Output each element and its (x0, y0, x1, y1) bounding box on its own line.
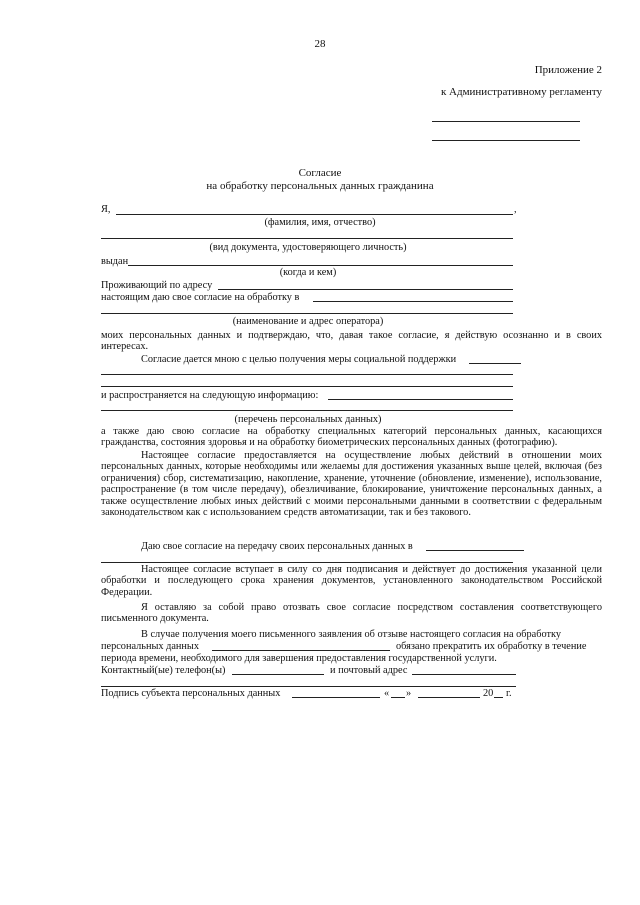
withdraw-line-2-left: персональных данных (101, 641, 200, 652)
operator-caption: (наименование и адрес оператора) (232, 316, 384, 327)
paragraph-actions: Настоящее согласие предоставляется на осуществление любых действий в отношении моих персональных данных, которые необходимы или желаемы для достижения указанных выше целей, включая (без ограничения) сбор, систематизацию, накопление, хранение, уточнение (обновление, изменение), использование, распространение (в том числе передачу), обезличивание, блокирование, уничтожение персональных данных, а также осуществление любых иных действий с моими персональными данными в соответствии с федеральным законодательством как с использованием средств автоматизации, так и без такового. (101, 450, 602, 519)
operator-line-2[interactable] (101, 313, 513, 314)
page-number: 28 (314, 38, 326, 50)
address-label: Проживающий по адресу (101, 280, 213, 291)
postal-label: и почтовый адрес (330, 665, 408, 676)
transfer-text: Даю свое согласие на передачу своих персональных данных в (141, 541, 413, 552)
month-line[interactable] (418, 697, 480, 698)
transfer-line-2[interactable] (101, 562, 513, 563)
list-caption: (перечень персональных данных) (234, 414, 382, 425)
purpose-text: Согласие дается мною с целью получения меры социальной поддержки (141, 354, 457, 365)
spreads-text: и распространяется на следующую информацию: (101, 390, 319, 401)
when-who-caption: (когда и кем) (279, 267, 337, 278)
day-line[interactable] (391, 697, 405, 698)
year-prefix: 20 (483, 688, 494, 699)
title-line-1: Согласие (298, 167, 342, 179)
info-line-2[interactable] (101, 410, 513, 411)
regulation-label: к Административному регламенту (440, 86, 602, 98)
fio-line[interactable] (116, 214, 513, 215)
consent-to-label: настоящим даю свое согласие на обработку в (101, 292, 300, 303)
info-line-1[interactable] (328, 399, 513, 400)
issued-line[interactable] (128, 265, 513, 266)
operator-line-1[interactable] (313, 301, 513, 302)
postal-line-2[interactable] (101, 686, 516, 687)
header-sign-line-1 (432, 121, 580, 122)
appendix-label: Приложение 2 (534, 64, 602, 76)
header-sign-line-2 (432, 140, 580, 141)
withdraw-line-3-text: периода времени, необходимого для завершения предоставления государственной услуги. (101, 653, 497, 664)
purpose-line-1[interactable] (469, 363, 521, 364)
i-prefix: Я, (101, 204, 111, 215)
date-quote-close: » (406, 688, 412, 699)
fio-comma: , (514, 204, 517, 215)
signature-label: Подпись субъекта персональных данных (101, 688, 281, 699)
paragraph-special: а также даю свою согласие на обработку специальных категорий персональных данных, касающихся гражданства, состояния здоровья и на обработку биометрических персональных данных (фотографию). (101, 426, 602, 449)
issued-label: выдан (101, 256, 129, 267)
purpose-line-2[interactable] (101, 374, 513, 375)
paragraph-effect: Настоящее согласие вступает в силу со дня подписания и действует до достижения указанной цели обработки и последующего срока хранения документов, установленного законодательством Российской Федерации. (101, 564, 602, 598)
year-suffix: г. (506, 688, 512, 699)
title-line-2: на обработку персональных данных гражданина (206, 180, 434, 192)
signature-line[interactable] (292, 697, 380, 698)
document-line[interactable] (101, 238, 513, 239)
date-quote-open: « (384, 688, 390, 699)
withdraw-operator-line[interactable] (212, 650, 390, 651)
phone-line[interactable] (232, 674, 324, 675)
address-line[interactable] (218, 289, 513, 290)
withdraw-line-1-text: В случае получения моего письменного заявления об отзыве настоящего согласия на обработку (141, 629, 561, 640)
transfer-line-1[interactable] (426, 550, 524, 551)
contacts-label: Контактный(ые) телефон(ы) (101, 665, 226, 676)
purpose-line-3[interactable] (101, 386, 513, 387)
paragraph-revoke: Я оставляю за собой право отозвать свое согласие посредством составления соответствующего письменного документа. (101, 602, 602, 625)
fio-caption: (фамилия, имя, отчество) (264, 217, 376, 228)
year-line[interactable] (494, 697, 503, 698)
postal-line-1[interactable] (412, 674, 516, 675)
document-caption: (вид документа, удостоверяющего личность) (209, 242, 407, 253)
withdraw-line-2-right: обязано прекратить их обработку в течение (396, 641, 587, 652)
paragraph-my-data: моих персональных данных и подтверждаю, что, давая такое согласие, я действую осознанно и в своих интересах. (101, 330, 602, 353)
